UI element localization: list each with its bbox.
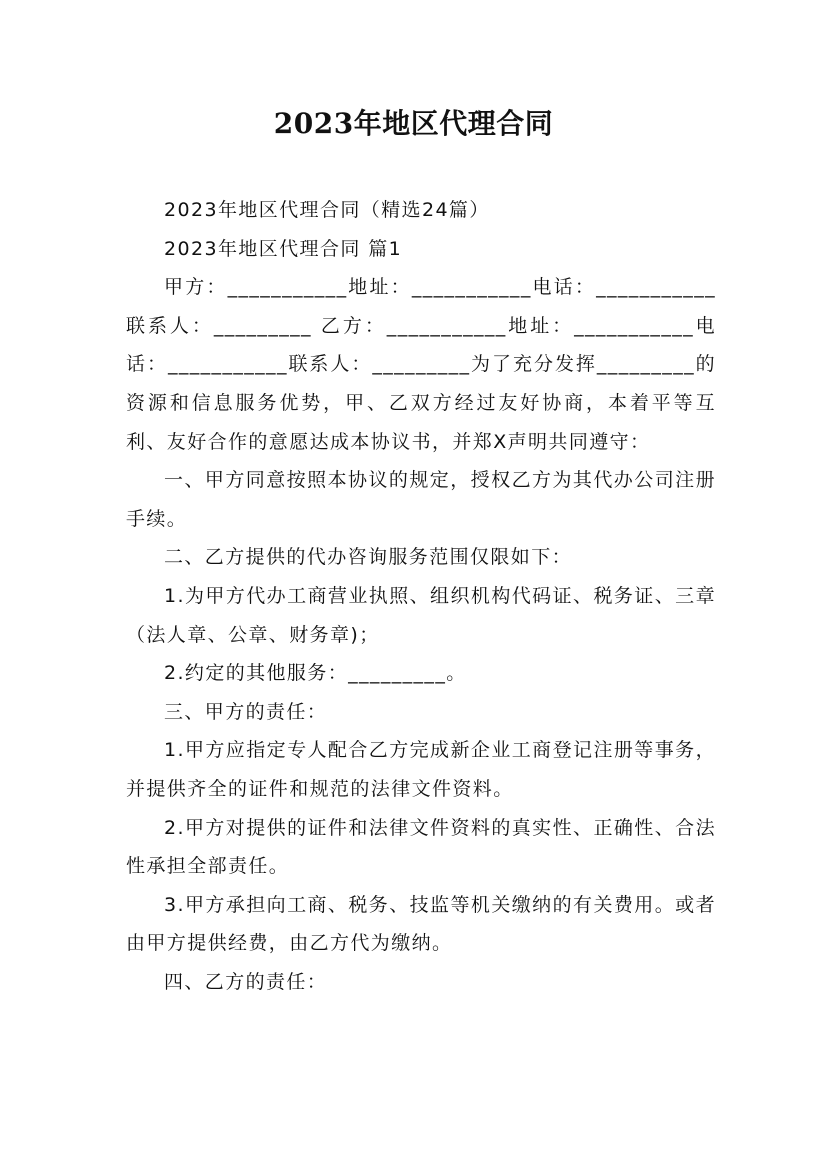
paragraph-clause-3: 三、甲方的责任： <box>164 700 328 723</box>
paragraph-clause-2-item-2: 2.约定的其他服务：_________。 <box>164 662 467 685</box>
document-body <box>126 191 716 1001</box>
paragraph-clause-3-item-2: 2.甲方对提供的证件和法律文件资料的真实性、正确性、合法性承担全部责任。 <box>126 816 716 878</box>
paragraph-section-heading: 2023年地区代理合同 篇1 <box>164 237 403 260</box>
paragraph-clause-3-item-3: 3.甲方承担向工商、税务、技监等机关缴纳的有关费用。或者由甲方提供经费，由乙方代为缴纳。 <box>126 893 716 955</box>
document-title: 2023年地区代理合同 <box>273 107 554 140</box>
paragraph-parties: 甲方：___________地址：___________电话：___________联系人：_________ 乙方：___________地址：___________电话：___________联系人：_________为了充分发挥_________的资源和信息服务优势，甲、乙双方经过友好协商，本着平等互利、友好合作的意愿达成本协议书，并郑X声明共同遵守： <box>126 276 716 453</box>
paragraph-clause-1: 一、甲方同意按照本协议的规定，授权乙方为其代办公司注册手续。 <box>126 469 716 530</box>
paragraph-clause-2-item-1: 1.为甲方代办工商营业执照、组织机构代码证、税务证、三章（法人章、公章、财务章)； <box>126 584 716 646</box>
paragraph-clause-3-item-1: 1.甲方应指定专人配合乙方完成新企业工商登记注册等事务，并提供齐全的证件和规范的法律文件资料。 <box>126 739 716 800</box>
paragraph-clause-2: 二、乙方提供的代办咨询服务范围仅限如下： <box>164 546 573 569</box>
paragraph-clause-4: 四、乙方的责任： <box>164 970 328 993</box>
paragraph-subtitle: 2023年地区代理合同（精选24篇） <box>164 199 490 221</box>
